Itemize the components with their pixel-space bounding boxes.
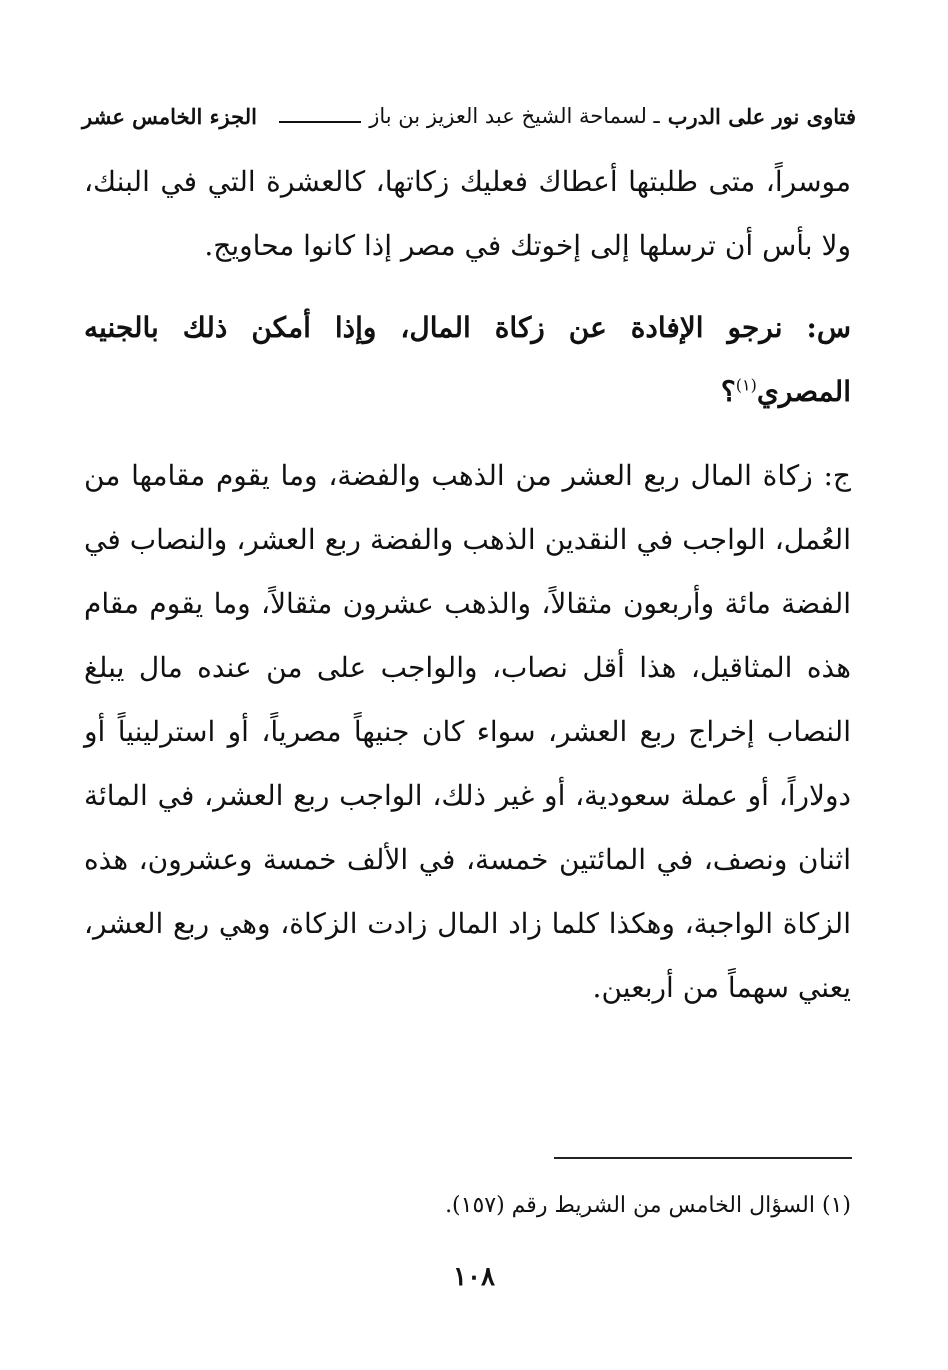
volume-label: الجزء الخامس عشر [82,103,257,129]
question-paragraph [84,296,851,424]
header-rule [279,121,361,123]
answer-paragraph: ج: زكاة المال ربع العشر من الذهب والفضة، وما يقوم مقامها من العُمل، الواجب في النقدين الذهب والفضة ربع العشر، والنصاب في الفضة مائة وأربعون مثقالاً، والذهب عشرون مثقالاً، وما يقوم مقام هذه المثاقيل، هذا أقل نصاب، والواجب على من عنده مال يبلغ النصاب إخراج ربع العشر، سواء كان جنيهاً مصرياً، أو استرلينياً أو دولاراً، أو عملة سعودية، أو غير ذلك، الواجب ربع العشر، في المائة اثنان ونصف، في المائتين خمسة، في الألف خمسة وعشرون، هذه الزكاة الواجبة، وهكذا كلما زاد المال زادت الزكاة، وهي ربع العشر، يعني سهماً من أربعين. [84,459,851,1004]
header-title-group [279,104,856,129]
running-header [82,96,856,136]
footnote-divider [554,1157,852,1159]
question-text: س: نرجو الإفادة عن زكاة المال، وإذا أمكن ذلك بالجنيه المصري [84,311,851,408]
footnote: (١) السؤال الخامس من الشريط رقم (١٥٧). [445,1193,851,1218]
question-mark: ؟ [720,375,736,408]
footnote-reference: (١) [735,375,757,395]
page-body [84,150,851,1020]
page-number: ١٠٨ [453,1262,495,1292]
author-line: ـ لسماحة الشيخ عبد العزيز بن باز [369,104,660,128]
continuation-paragraph: موسراً، متى طلبتها أعطاك فعليك زكاتها، كالعشرة التي في البنك، ولا بأس أن ترسلها إلى إخوتك في مصر إذا كانوا محاويج. [84,165,851,262]
book-title: فتاوى نور على الدرب [667,103,856,129]
